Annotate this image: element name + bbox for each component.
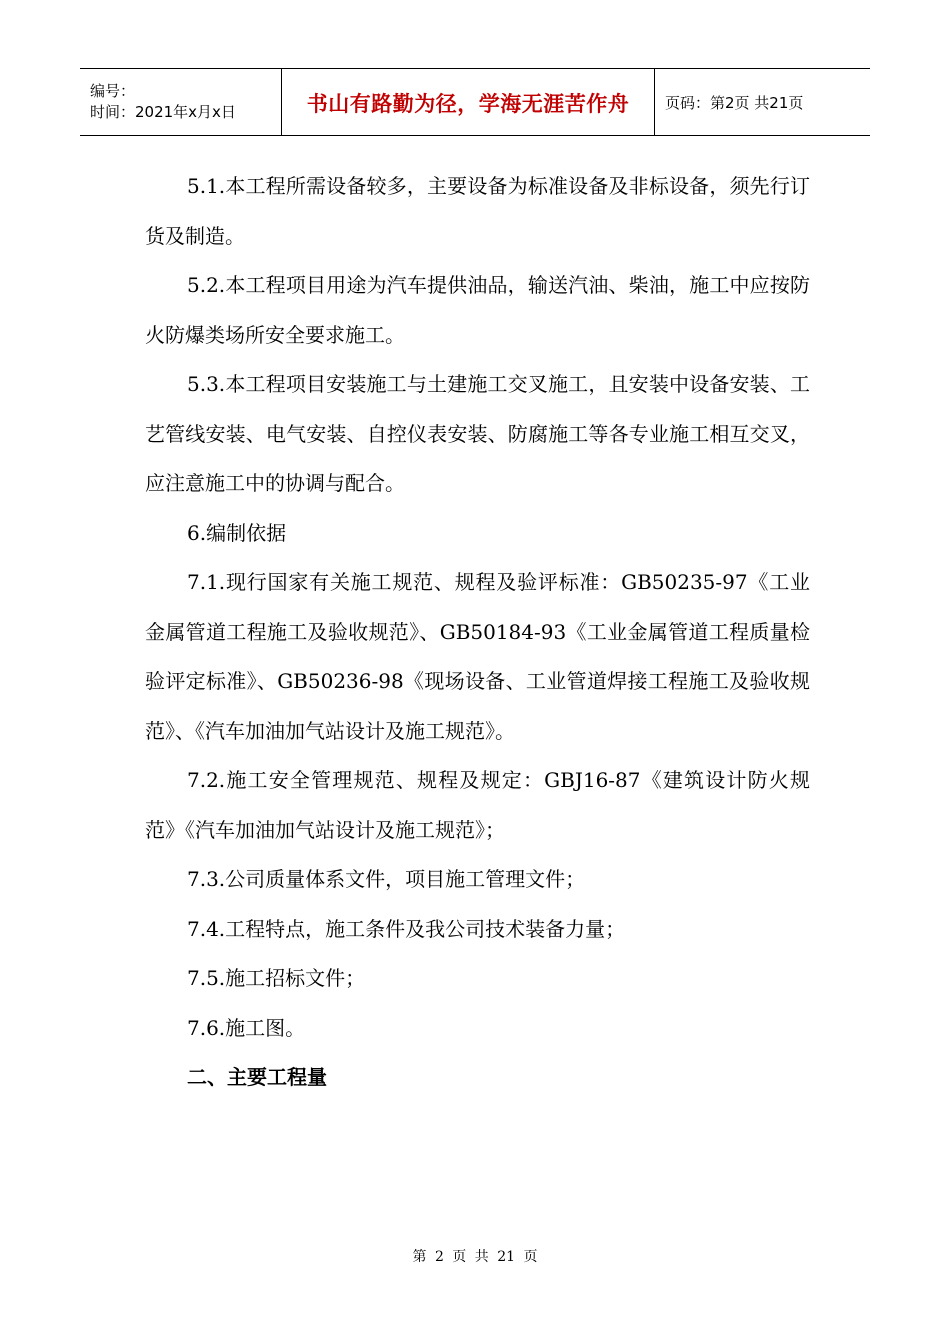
paragraph-6: 6.编制依据 [187,520,287,545]
paragraph-5-1: 5.1.本工程所需设备较多，主要设备为标准设备及非标设备，须先行订货及制造。 [145,174,810,248]
page-header [80,68,870,136]
page-footer: 第 2 页 共 21 页 [412,1249,538,1265]
paragraph-7-4: 7.4.工程特点，施工条件及我公司技术装备力量； [187,916,626,941]
document-body [145,162,810,1103]
section-heading: 二、主要工程量 [187,1065,327,1089]
paragraph-5-2: 5.2.本工程项目用途为汽车提供油品，输送汽油、柴油，施工中应按防火防爆类场所安全要求施工。 [145,273,810,347]
document-number-label: 编号： [90,82,136,100]
paragraph-7-6: 7.6.施工图。 [187,1015,306,1040]
header-meta [80,69,282,135]
motto-text: 书山有路勤为径，学海无涯苦作舟 [306,92,630,116]
paragraph-7-3: 7.3.公司质量体系文件，项目施工管理文件； [187,867,586,891]
paragraph-5-3: 5.3.本工程项目安装施工与土建施工交叉施工，且安装中设备安装、工艺管线安装、电气安装、自控仪表安装、防腐施工等各专业施工相互交叉，应注意施工中的协调与配合。 [145,372,810,495]
paragraph-7-2: 7.2.施工安全管理规范、规程及规定：GBJ16-87《建筑设计防火规范》《汽车加油加气站设计及施工规范》； [145,768,810,842]
header-motto [282,69,655,135]
header-page-info [655,69,870,135]
paragraph-7-1: 7.1.现行国家有关施工规范、规程及验评标准：GB50235-97《工业金属管道工程施工及验收规范》、GB50184-93《工业金属管道工程质量检验评定标准》、GB50236-98《现场设备、工业管道焊接工程施工及验收规范》、《汽车加油加气站设计及施工规范》。 [145,570,810,743]
page-number-info: 页码：第2页 共21页 [665,93,804,112]
paragraph-7-5: 7.5.施工招标文件； [187,966,366,990]
document-date: 时间：2021年x月x日 [90,103,236,121]
